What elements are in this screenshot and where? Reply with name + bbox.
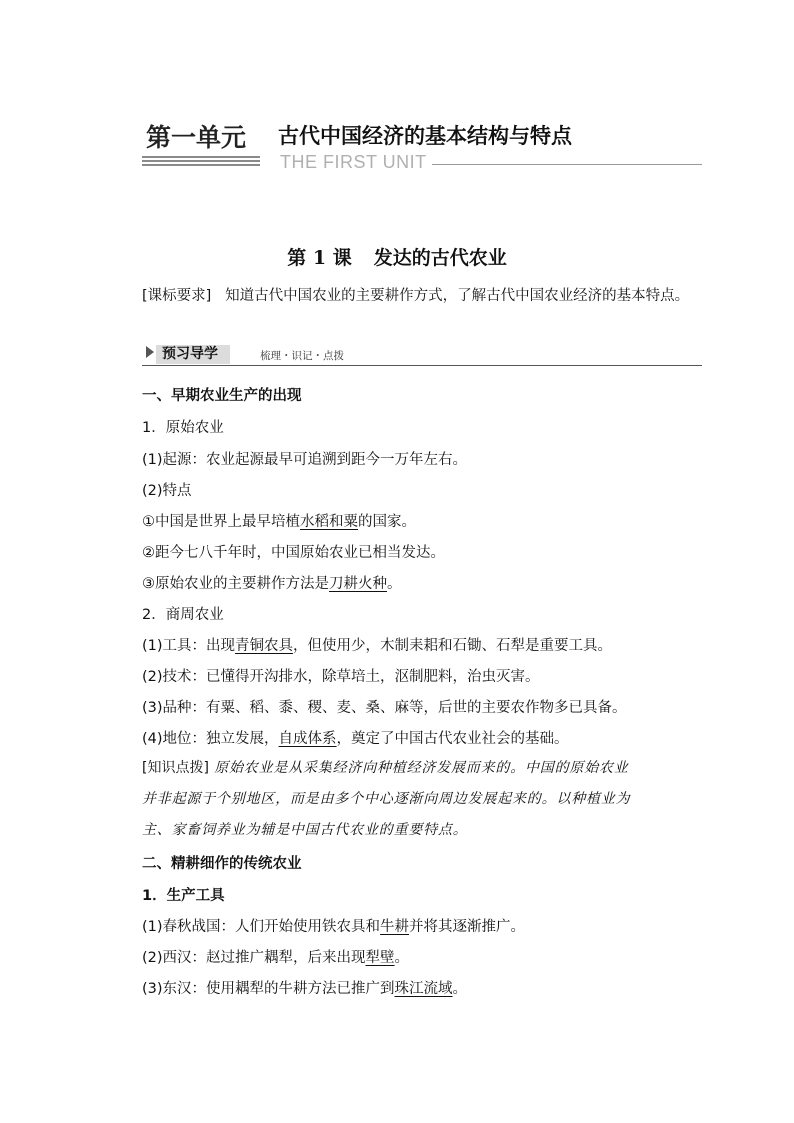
text-segment: 。: [387, 576, 402, 592]
paragraph-line: (2)技术：已懂得开沟排水，除草培土，沤制肥料，治虫灭害。: [142, 669, 540, 685]
text-segment: ③原始农业的主要耕作方法是: [142, 576, 329, 592]
key-term: 牛耕: [380, 919, 410, 935]
tip-line: 并非起源于个别地区，而是由多个中心逐渐向周边发展起来的。以种植业为: [142, 791, 631, 807]
text-segment: (1)工具：出现: [142, 638, 236, 654]
paragraph-line: (3)品种：有粟、稻、黍、稷、麦、桑、麻等，后世的主要农作物多已具备。: [142, 700, 627, 716]
paragraph-line: [142, 727, 569, 748]
paragraph-line: (1)起源：农业起源最早可追溯到距今一万年左右。: [142, 452, 468, 468]
lesson-number: 第 1 课: [287, 247, 352, 269]
paragraph-line: (2)特点: [142, 483, 192, 499]
subsection-heading: 1．生产工具: [142, 888, 225, 904]
paragraph-line: [142, 915, 525, 936]
text-segment: ，但使用少，木制耒耜和石锄、石犁是重要工具。: [293, 638, 613, 654]
paragraph-line: [142, 977, 467, 998]
key-term: 珠江流域: [394, 981, 453, 997]
text-segment: 的国家。: [358, 514, 416, 530]
text-segment: 。: [394, 950, 410, 966]
preview-subtitle: 梳理・识记・点拨: [260, 350, 344, 362]
preview-divider-line: [142, 365, 702, 366]
unit-stripes-decoration: [142, 156, 260, 170]
triangle-icon: [146, 346, 154, 358]
tip-line: 主、家畜饲养业为辅是中国古代农业的重要特点。: [142, 822, 468, 838]
text-segment: (2)西汉：赵过推广耦犁，后来出现: [142, 950, 366, 966]
unit-divider-line: [432, 164, 702, 165]
subsection-heading: 1．原始农业: [142, 420, 224, 436]
paragraph-line: [142, 510, 416, 531]
tip-label: [知识点拨]: [142, 760, 209, 776]
text-segment: (3)东汉：使用耦犁的牛耕方法已推广到: [142, 981, 395, 997]
unit-english-title: THE FIRST UNIT: [280, 152, 427, 172]
subsection-heading: 2．商周农业: [142, 607, 224, 623]
lesson-name: 发达的古代农业: [373, 247, 507, 269]
preview-label: 预习导学: [156, 345, 230, 364]
knowledge-tip: [142, 753, 710, 846]
requirement-text: 知道古代中国农业的主要耕作方式，了解古代中国农业经济的基本特点。: [225, 288, 690, 304]
key-term: 水稻和粟: [300, 514, 358, 530]
section-heading: 一、早期农业生产的出现: [142, 388, 302, 404]
tip-line: 原始农业是从采集经济向种植经济发展而来的。中国的原始农业: [214, 760, 629, 776]
paragraph-line: ②距今七八千年时，中国原始农业已相当发达。: [142, 545, 445, 561]
key-term: 犁壁: [365, 950, 395, 966]
unit-header: [142, 116, 702, 176]
requirement-label: [课标要求]: [142, 288, 212, 304]
lesson-title: [0, 243, 794, 270]
key-term: 自成体系: [278, 731, 337, 747]
curriculum-requirement: [142, 282, 702, 310]
text-segment: (1)春秋战国：人们开始使用铁农具和: [142, 919, 381, 935]
text-segment: 并将其逐渐推广。: [409, 919, 526, 935]
text-segment: 。: [452, 981, 468, 997]
paragraph-line: [142, 572, 402, 593]
paragraph-line: [142, 634, 612, 655]
paragraph-line: [142, 946, 409, 967]
text-segment: ，奠定了中国古代农业社会的基础。: [336, 731, 569, 747]
key-term: 青铜农具: [235, 638, 294, 654]
text-segment: ①中国是世界上最早培植: [142, 514, 300, 530]
unit-title: 古代中国经济的基本结构与特点: [278, 124, 572, 148]
preview-section-bar: [142, 345, 702, 367]
text-segment: (4)地位：独立发展，: [142, 731, 279, 747]
section-heading: 二、精耕细作的传统农业: [142, 856, 302, 872]
key-term: 刀耕火种: [329, 576, 387, 592]
unit-number: 第一单元: [146, 123, 247, 152]
